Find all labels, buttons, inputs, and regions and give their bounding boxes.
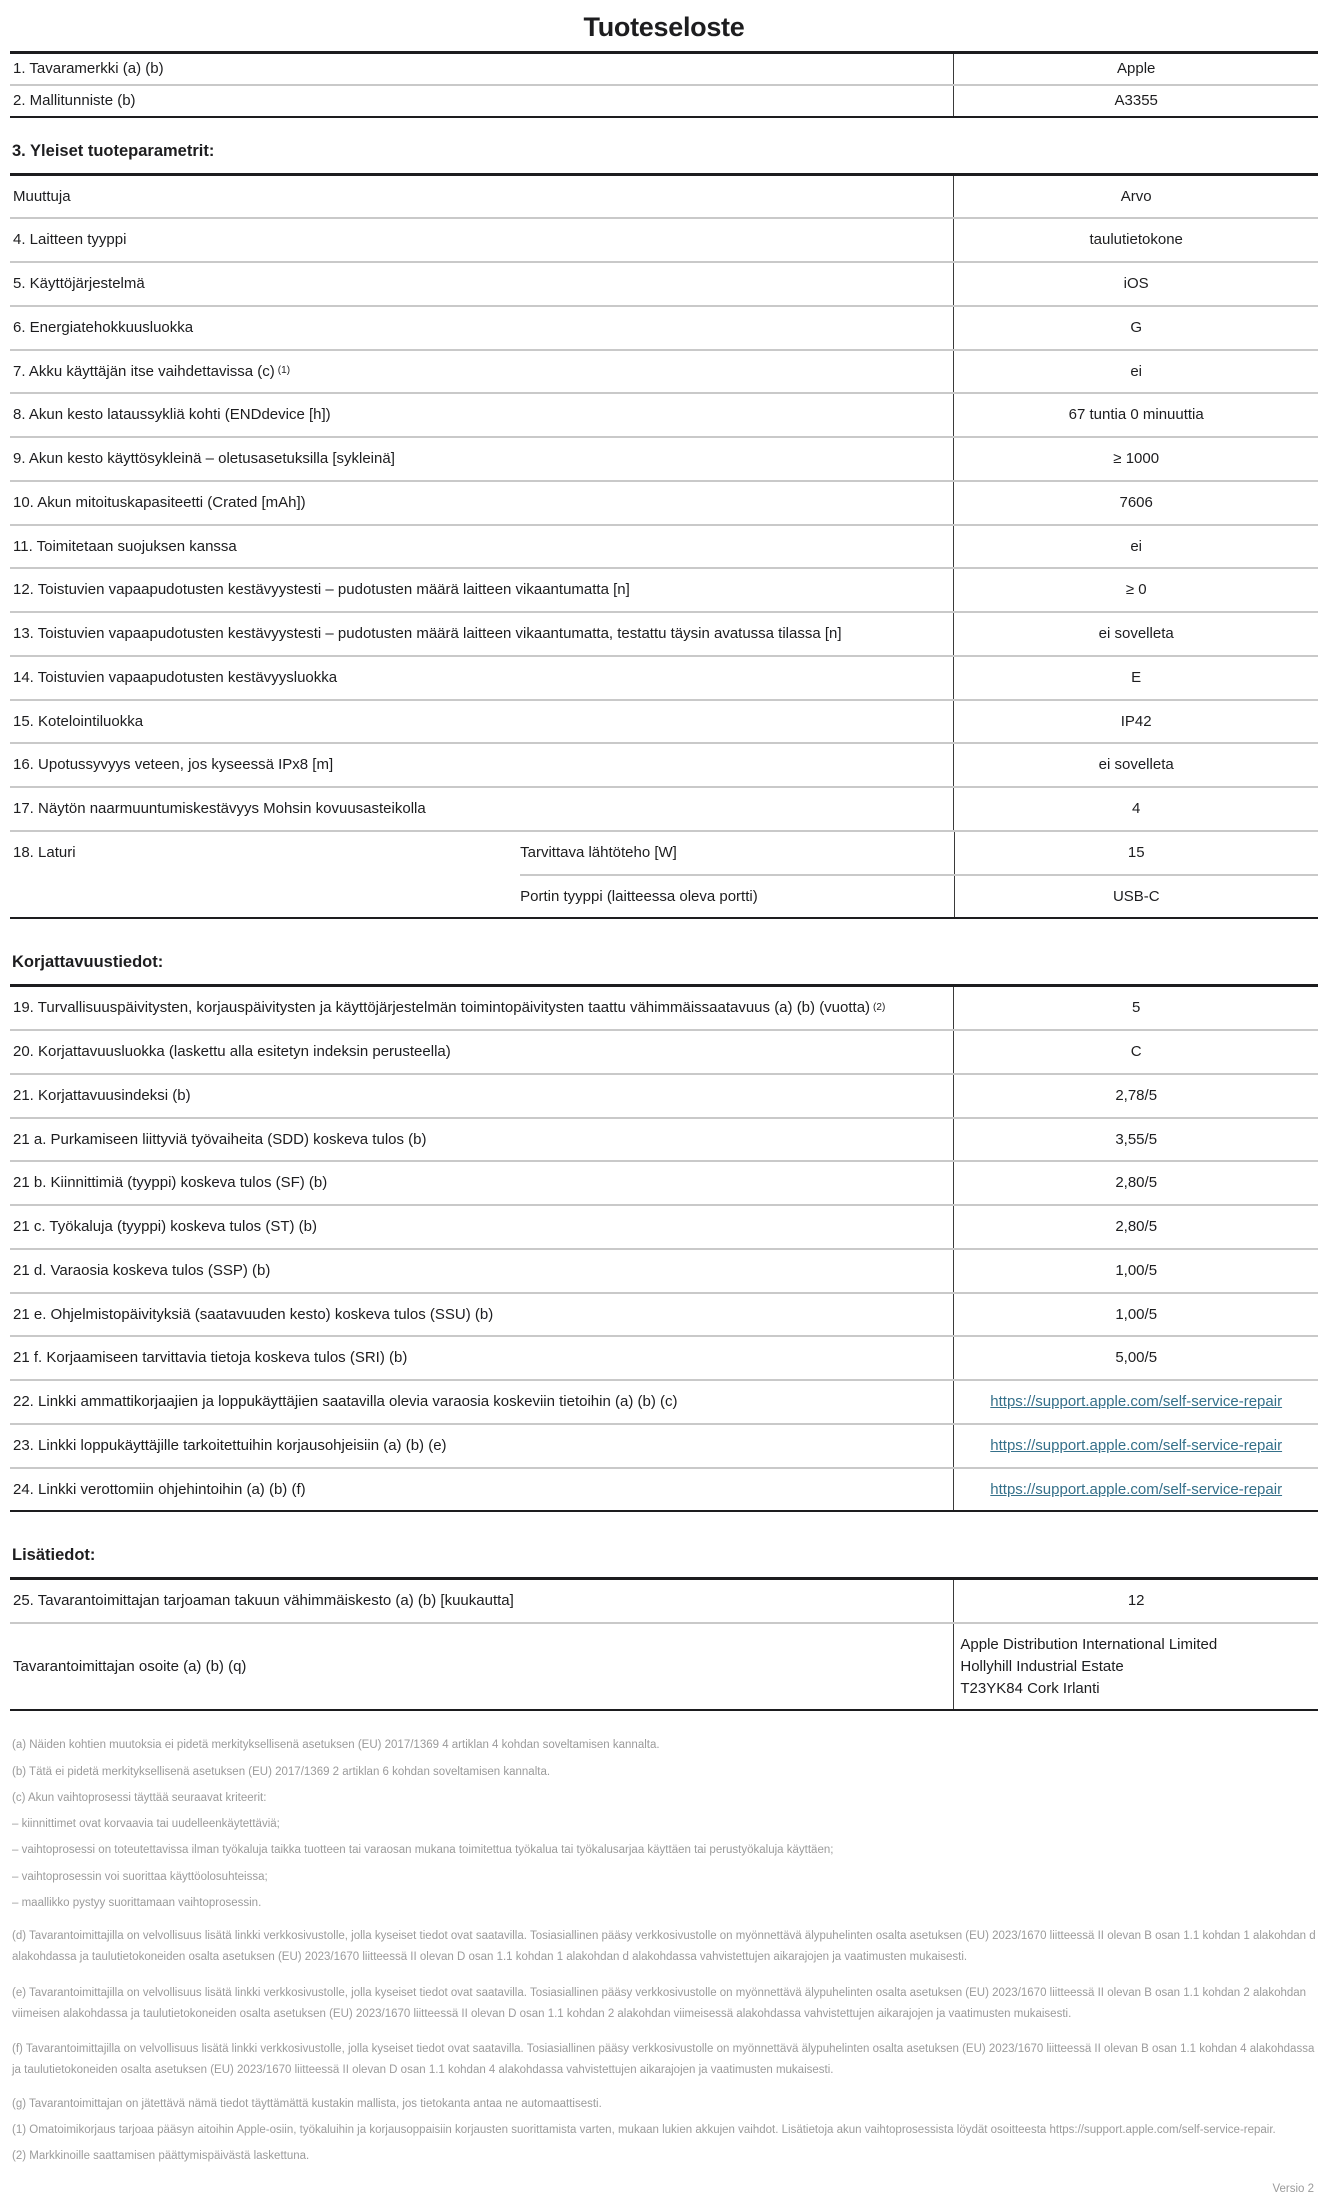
charger-subrow bbox=[520, 832, 1318, 876]
table-row bbox=[10, 438, 1318, 482]
table-row bbox=[10, 1162, 1318, 1206]
row-value: E bbox=[1131, 668, 1142, 686]
row-label: 21 e. Ohjelmistopäivityksiä (saatavuuden kesto) koskeva tulos (SSU) (b) bbox=[10, 1294, 954, 1336]
footnote-c-criterion: – vaihtoprosessi on toteutettavissa ilman työkaluja taikka tuotteen tai varaosan mukana toimitettua työkalua tai työkalusarjaa käyttäen tai perustyökaluja käyttäen; bbox=[12, 1844, 834, 1857]
table-row bbox=[10, 1031, 1318, 1075]
charger-subrow bbox=[520, 876, 1318, 918]
row-value: 4 bbox=[1132, 800, 1141, 817]
footnote-g: (g) Tavarantoimittajan on jätettävä nämä tiedot täyttämättä kustakin mallista, jos tietokanta antaa ne automaattisesti. bbox=[12, 2097, 602, 2110]
column-header-muuttuja: Muuttuja bbox=[10, 176, 954, 218]
row-value: taulutietokone bbox=[1089, 231, 1183, 249]
row-label: 14. Toistuvien vapaapudotusten kestävyysluokka bbox=[10, 657, 954, 699]
page-title: Tuoteseloste bbox=[583, 12, 745, 42]
table-row bbox=[10, 263, 1318, 307]
footnote-c-criterion: – kiinnittimet ovat korvaavia tai uudelleenkäytettäviä; bbox=[12, 1818, 280, 1830]
row-value: C bbox=[1130, 1043, 1142, 1060]
address-line: T23YK84 Cork Irlanti bbox=[960, 1679, 1100, 1697]
footnote-c-criterion: – maallikko pystyy suorittamaan vaihtoprosessin. bbox=[12, 1896, 262, 1909]
table-row bbox=[10, 1206, 1318, 1250]
repairability-table bbox=[10, 984, 1318, 1512]
table-row bbox=[10, 1119, 1318, 1163]
row-label: 8. Akun kesto lataussykliä kohti (ENDdevice [h]) bbox=[10, 394, 954, 436]
row-value: ei bbox=[1130, 537, 1143, 555]
row-value: 2,80/5 bbox=[1115, 1218, 1158, 1235]
section-heading-repairability: Korjattavuustiedot: bbox=[12, 953, 164, 972]
row-label: 13. Toistuvien vapaapudotusten kestävyystesti – pudotusten määrä laitteen vikaantumatta, testattu täysin avatussa tilassa [n] bbox=[10, 613, 954, 655]
repair-instructions-link[interactable]: https://support.apple.com/self-service-repair bbox=[990, 1436, 1283, 1454]
table-row bbox=[10, 1381, 1318, 1425]
footnotes-section bbox=[10, 1737, 1318, 2165]
section-heading-additional: Lisätiedot: bbox=[12, 1546, 96, 1565]
row-value: G bbox=[1130, 318, 1143, 336]
row-label: 6. Energiatehokkuusluokka bbox=[10, 307, 954, 349]
row-value: ≥ 1000 bbox=[1113, 450, 1160, 467]
row-value: 1,00/5 bbox=[1115, 1261, 1158, 1279]
version-label: Versio 2 bbox=[1272, 2183, 1314, 2196]
row-label: 7. Akku käyttäjän itse vaihdettavissa (c) (1) bbox=[10, 351, 954, 393]
row-label: 2. Mallitunniste (b) bbox=[10, 86, 954, 116]
row-label: 21. Korjattavuusindeksi (b) bbox=[10, 1075, 954, 1117]
row-value bbox=[954, 1469, 1318, 1511]
row-label: 4. Laitteen tyyppi bbox=[10, 219, 954, 261]
table-row bbox=[10, 744, 1318, 788]
supplier-address bbox=[954, 1624, 1318, 1709]
row-value: 2,80/5 bbox=[1115, 1174, 1158, 1192]
row-label: 5. Käyttöjärjestelmä bbox=[10, 263, 954, 305]
row-value: ei sovelleta bbox=[1098, 625, 1174, 642]
row-label: 23. Linkki loppukäyttäjille tarkoitettuihin korjausohjeisiin (a) (b) (e) bbox=[10, 1425, 954, 1467]
column-header-arvo: Arvo bbox=[1120, 187, 1152, 205]
address-line: Apple Distribution International Limited bbox=[960, 1636, 1218, 1653]
table-row bbox=[10, 1425, 1318, 1469]
table-row bbox=[10, 613, 1318, 657]
table-row bbox=[10, 1337, 1318, 1381]
table-row bbox=[10, 1580, 1318, 1624]
identification-table bbox=[10, 51, 1318, 118]
table-row bbox=[10, 1250, 1318, 1294]
row-value: ≥ 0 bbox=[1125, 581, 1147, 599]
row-value: iOS bbox=[1123, 275, 1149, 292]
footnote-c-criterion: – vaihtoprosessin voi suorittaa käyttöolosuhteissa; bbox=[12, 1870, 268, 1883]
row-value: 3,55/5 bbox=[1115, 1130, 1158, 1148]
additional-info-table bbox=[10, 1577, 1318, 1711]
section-heading-general: 3. Yleiset tuoteparametrit: bbox=[12, 141, 215, 160]
table-row bbox=[10, 1624, 1318, 1709]
row-label: 15. Kotelointiluokka bbox=[10, 701, 954, 743]
row-value: 7606 bbox=[1119, 493, 1153, 511]
row-value: 5 bbox=[1132, 999, 1141, 1017]
row-value: 5,00/5 bbox=[1115, 1349, 1158, 1367]
row-label: 21 c. Työkaluja (tyyppi) koskeva tulos (ST) (b) bbox=[10, 1206, 954, 1248]
row-label: 9. Akun kesto käyttösykleinä – oletusasetuksilla [sykleinä] bbox=[10, 438, 954, 480]
subrow-value: 15 bbox=[1127, 844, 1145, 862]
row-value: 1,00/5 bbox=[1115, 1305, 1158, 1323]
price-guidance-link[interactable]: https://support.apple.com/self-service-repair bbox=[990, 1480, 1283, 1498]
row-value: ei bbox=[1130, 362, 1143, 380]
footnote-1: (1) Omatoimikorjaus tarjoaa pääsyn aitoihin Apple-osiin, työkaluihin ja korjausoppaisiin korjausten suorittamista varten, mukaan lukien akkujen vaihdot. Lisätietoja akun vaihtoprosessista löydät osoitteesta https://support.apple.com/self-service-repair. bbox=[12, 2123, 1276, 2136]
table-row bbox=[10, 54, 1318, 86]
table-row bbox=[10, 482, 1318, 526]
footnote-e: (e) Tavarantoimittajilla on velvollisuus lisätä linkki verkkosivustolle, jolla kyseiset tiedot ovat saatavilla. Tosiasiallinen pääsy verkkosivustolle on myönnettävä älypuhelinten osalta asetuksen (EU) 2023/1670 liitteessä II olevan B osan 1.1 kohdan 2 alakohdan viimeisen alakohdassa ja taulutietokoneiden osalta asetuksen (EU) 2023/1670 liitteessä II olevan D osan 1.1 kohdan 2 alakohdan viimeisessä alakohdassa vahvistettujen aikarajojen ja vaatimusten mukaisesti. bbox=[12, 1986, 1307, 2020]
row-value: 2,78/5 bbox=[1115, 1086, 1158, 1104]
row-label: 11. Toimitetaan suojuksen kanssa bbox=[10, 526, 954, 568]
table-row bbox=[10, 351, 1318, 395]
row-value: A3355 bbox=[1114, 91, 1158, 109]
row-value: ei sovelleta bbox=[1098, 756, 1174, 774]
footnote-f: (f) Tavarantoimittajilla on velvollisuus lisätä linkki verkkosivustolle, jolla kyseiset tiedot ovat saatavilla. Tosiasiallinen pääsy verkkosivustolle on myönnettävä älypuhelinten osalta asetuksen (EU) 2023/1670 liitteessä II olevan B osan 1.1 kohdan 4 alakohdassa ja taulutietokoneiden osalta asetuksen (EU) 2023/1670 liitteessä II olevan D osan 1.1 kohdan 4 alakohdassa vahvistettujen aikarajojen ja vaatimusten mukaisesti. bbox=[12, 2043, 1315, 2077]
footnote-2: (2) Markkinoille saattamisen päättymispäivästä laskettuna. bbox=[12, 2150, 310, 2163]
spare-parts-info-link[interactable]: https://support.apple.com/self-service-repair bbox=[990, 1393, 1283, 1410]
row-value bbox=[954, 1381, 1318, 1423]
table-row-charger bbox=[10, 832, 1318, 918]
table-row bbox=[10, 1294, 1318, 1338]
table-row bbox=[10, 788, 1318, 832]
table-row bbox=[10, 219, 1318, 263]
table-row bbox=[10, 526, 1318, 570]
row-label: 21 b. Kiinnittimiä (tyyppi) koskeva tulos (SF) (b) bbox=[10, 1162, 954, 1204]
row-label: 19. Turvallisuuspäivitysten, korjauspäivitysten ja käyttöjärjestelmän toimintopäivitysten taattu vähimmäissaatavuus (a) (b) (vuotta) (2) bbox=[10, 987, 954, 1029]
row-label: 1. Tavaramerkki (a) (b) bbox=[10, 54, 954, 84]
row-label: 18. Laturi bbox=[13, 843, 76, 861]
row-value bbox=[954, 1425, 1318, 1467]
row-label: 10. Akun mitoituskapasiteetti (Crated [mAh]) bbox=[10, 482, 954, 524]
row-label: 17. Näytön naarmuuntumiskestävyys Mohsin kovuusasteikolla bbox=[10, 788, 954, 830]
table-row bbox=[10, 987, 1318, 1031]
table-row bbox=[10, 701, 1318, 745]
row-label: 24. Linkki verottomiin ohjehintoihin (a) (b) (f) bbox=[10, 1469, 954, 1511]
row-label: 20. Korjattavuusluokka (laskettu alla esitetyn indeksin perusteella) bbox=[10, 1031, 954, 1073]
row-label: 12. Toistuvien vapaapudotusten kestävyystesti – pudotusten määrä laitteen vikaantumatta [n] bbox=[10, 569, 954, 611]
row-label: 21 a. Purkamiseen liittyviä työvaiheita (SDD) koskeva tulos (b) bbox=[10, 1119, 954, 1161]
table-row bbox=[10, 1075, 1318, 1119]
row-value: 12 bbox=[1127, 1592, 1145, 1610]
subrow-label: Portin tyyppi (laitteessa oleva portti) bbox=[520, 876, 954, 918]
row-label: 25. Tavarantoimittajan tarjoaman takuun vähimmäiskesto (a) (b) [kuukautta] bbox=[10, 1580, 954, 1622]
address-line: Hollyhill Industrial Estate bbox=[960, 1657, 1124, 1675]
table-row bbox=[10, 569, 1318, 613]
row-label: 16. Upotussyvyys veteen, jos kyseessä IPx8 [m] bbox=[10, 744, 954, 786]
table-row bbox=[10, 307, 1318, 351]
footnote-a: (a) Näiden kohtien muutoksia ei pidetä merkityksellisenä asetuksen (EU) 2017/1369 4 artiklan 4 kohdan soveltamisen kannalta. bbox=[12, 1739, 660, 1752]
table-row bbox=[10, 1469, 1318, 1511]
row-value: 67 tuntia 0 minuuttia bbox=[1068, 406, 1204, 424]
row-value: IP42 bbox=[1120, 712, 1152, 730]
row-label: Tavarantoimittajan osoite (a) (b) (q) bbox=[10, 1624, 954, 1709]
footnote-d: (d) Tavarantoimittajilla on velvollisuus lisätä linkki verkkosivustolle, jolla kyseiset tiedot ovat saatavilla. Tosiasiallinen pääsy verkkosivustolle on myönnettävä älypuhelinten osalta asetuksen (EU) 2023/1670 liitteessä II olevan B osan 1.1 kohdan 1 alakohdan d alakohdassa ja taulutietokoneiden osalta asetuksen (EU) 2023/1670 liitteessä II olevan D osan 1.1 kohdan 1 alakohdan d alakohdassa vahvistettujen aikarajojen ja vaatimusten mukaisesti. bbox=[12, 1930, 1316, 1964]
row-label: 21 d. Varaosia koskeva tulos (SSP) (b) bbox=[10, 1250, 954, 1292]
charger-subrows bbox=[520, 832, 1318, 918]
table-row bbox=[10, 657, 1318, 701]
general-parameters-table bbox=[10, 173, 1318, 920]
footnote-c: (c) Akun vaihtoprosessi täyttää seuraavat kriteerit: bbox=[12, 1791, 267, 1804]
footnote-b: (b) Tätä ei pidetä merkityksellisenä asetuksen (EU) 2017/1369 2 artiklan 6 kohdan soveltamisen kannalta. bbox=[12, 1765, 551, 1778]
row-label: 22. Linkki ammattikorjaajien ja loppukäyttäjien saatavilla olevia varaosia koskeviin tietoihin (a) (b) (c) bbox=[10, 1381, 954, 1423]
table-row bbox=[10, 86, 1318, 116]
subrow-value: USB-C bbox=[1112, 887, 1160, 905]
table-row bbox=[10, 394, 1318, 438]
table-header-row bbox=[10, 176, 1318, 220]
row-value: Apple bbox=[1117, 60, 1156, 77]
row-label: 21 f. Korjaamiseen tarvittavia tietoja koskeva tulos (SRI) (b) bbox=[10, 1337, 954, 1379]
subrow-label: Tarvittava lähtöteho [W] bbox=[520, 832, 954, 874]
